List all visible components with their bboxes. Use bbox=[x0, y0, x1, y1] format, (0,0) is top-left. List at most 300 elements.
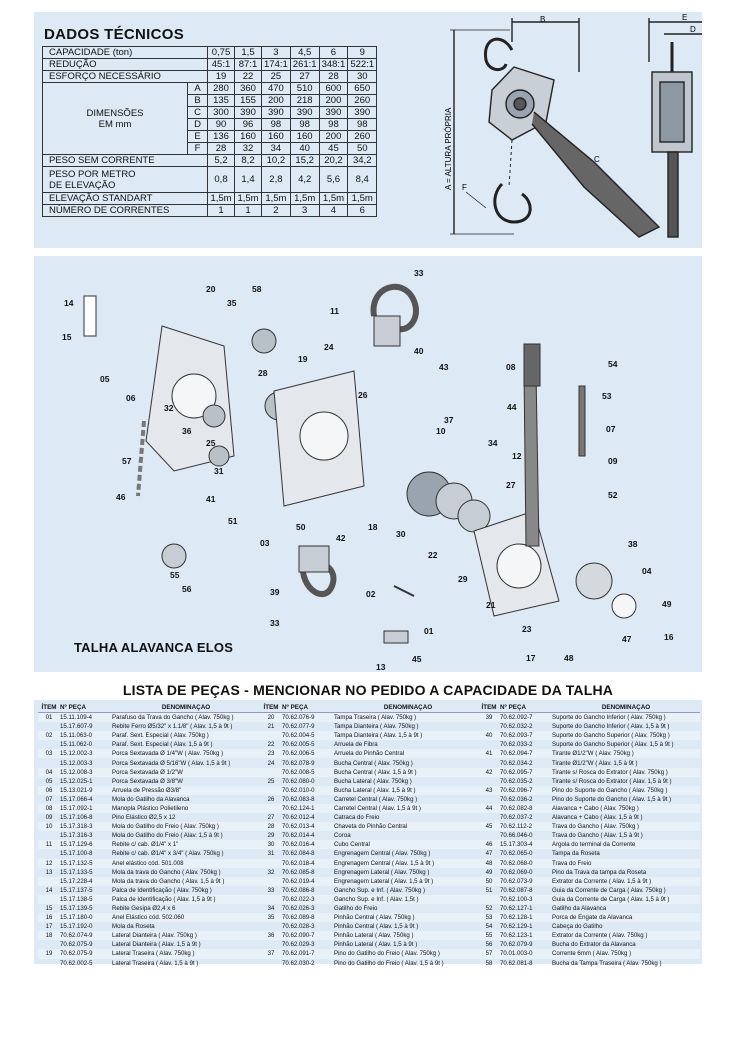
spec-value: 1 bbox=[208, 205, 235, 217]
callout-number: 51 bbox=[228, 516, 238, 526]
callout-number: 46 bbox=[116, 492, 126, 502]
part-name: Porca Sextavada Ø 1/4"W ( Alav. 750kg ) bbox=[112, 750, 224, 758]
callout-number: 52 bbox=[608, 490, 618, 500]
parts-row bbox=[478, 804, 700, 813]
spec-value: 1,5m bbox=[235, 193, 262, 205]
spec-value: 260 bbox=[348, 95, 377, 107]
spec-value: 3 bbox=[290, 205, 319, 217]
dimension-letter: C bbox=[188, 107, 208, 119]
spec-value: 32 bbox=[235, 143, 262, 155]
callout-number: 35 bbox=[227, 298, 237, 308]
part-item: 25 bbox=[267, 777, 275, 785]
part-item: 36 bbox=[267, 932, 275, 940]
part-code: 70.62.073-9 bbox=[500, 877, 533, 885]
part-name: Pinhão Lateral ( Alav. 750kg ) bbox=[334, 932, 414, 940]
header-name: DENOMINAÇÃO bbox=[601, 703, 651, 711]
part-name: Bucha Central ( Alav. 750kg ) bbox=[334, 759, 413, 767]
spec-value: 218 bbox=[290, 95, 319, 107]
parts-row bbox=[478, 758, 700, 767]
parts-row bbox=[260, 777, 482, 786]
part-name: Mola do Gatilho do Freio ( Alav. 750kg ) bbox=[112, 823, 219, 831]
header-code: Nº PEÇA bbox=[282, 703, 309, 711]
parts-row bbox=[260, 913, 482, 922]
part-name: Suporte do Gancho Superior ( Alav. 1,5 à 9t ) bbox=[552, 741, 674, 749]
spec-value: 1,5 bbox=[235, 47, 262, 59]
spec-row-dimension bbox=[43, 83, 377, 95]
spec-value: 1 bbox=[235, 205, 262, 217]
spec-value: 9 bbox=[348, 47, 377, 59]
part-code: 70.66.046-0 bbox=[500, 832, 533, 840]
spec-value: 50 bbox=[348, 143, 377, 155]
part-item: 07 bbox=[45, 795, 53, 803]
part-code: 70.62.087-8 bbox=[500, 886, 533, 894]
spec-label-chains: NÚMERO DE CORRENTES bbox=[43, 205, 208, 217]
dim-label-a: A = ALTURA PRÓPRIA bbox=[444, 107, 453, 190]
part-item: 54 bbox=[485, 923, 493, 931]
part-code: 70.62.078-9 bbox=[282, 759, 315, 767]
part-name: Pino do Gatilho do Freio ( Alav. 1,5 à 9t ) bbox=[334, 959, 444, 967]
header-code: Nº PEÇA bbox=[500, 703, 527, 711]
dim-label-b: B bbox=[540, 15, 546, 24]
part-name: Tirante s/ Rosca do Extrator ( Alav. 1,5 à 9t ) bbox=[552, 777, 672, 785]
part-code: 70.62.128-1 bbox=[500, 914, 533, 922]
parts-row bbox=[38, 731, 260, 740]
part-name: Mola do Gatilho da Alavanca bbox=[112, 795, 190, 803]
parts-row bbox=[38, 804, 260, 813]
parts-row bbox=[260, 868, 482, 877]
parts-row bbox=[260, 758, 482, 767]
spec-value: 300 bbox=[208, 107, 235, 119]
part-code: 15.17.607-9 bbox=[60, 723, 93, 731]
part-name: Carretel Central ( Alav. 750kg ) bbox=[334, 795, 418, 803]
part-item: 31 bbox=[267, 850, 275, 858]
part-name: Porca Sextavada Ø 3/8"W bbox=[112, 777, 183, 785]
spec-row-capacity bbox=[43, 47, 377, 59]
parts-row bbox=[260, 940, 482, 949]
part-name: Trava do Gancho ( Alav. 1,5 à 9t ) bbox=[552, 832, 643, 840]
dimension-letter: F bbox=[188, 143, 208, 155]
part-code: 15.11.062-0 bbox=[60, 741, 93, 749]
part-name: Coroa bbox=[334, 832, 351, 840]
spec-value: 98 bbox=[319, 119, 348, 131]
spec-value: 261:1 bbox=[290, 59, 319, 71]
callout-number: 31 bbox=[214, 466, 224, 476]
part-item: 13 bbox=[45, 868, 53, 876]
spec-value: 4 bbox=[319, 205, 348, 217]
part-code: 70.62.093-7 bbox=[500, 732, 533, 740]
spec-value: 1,4 bbox=[235, 167, 262, 193]
part-name: Cabeça do Gatilho bbox=[552, 923, 603, 931]
parts-row bbox=[38, 749, 260, 758]
part-item: 12 bbox=[45, 859, 53, 867]
parts-row bbox=[38, 849, 260, 858]
parts-row bbox=[260, 877, 482, 886]
parts-row bbox=[38, 904, 260, 913]
parts-row bbox=[260, 831, 482, 840]
parts-row bbox=[260, 859, 482, 868]
part-item: 06 bbox=[45, 786, 53, 794]
parts-row bbox=[478, 822, 700, 831]
part-name: Alavanca + Cabo ( Alav. 750kg ) bbox=[552, 804, 639, 812]
callout-number: 08 bbox=[506, 362, 516, 372]
part-item: 04 bbox=[45, 768, 53, 776]
callout-number: 50 bbox=[296, 522, 306, 532]
spec-value: 200 bbox=[262, 95, 291, 107]
parts-list-title: LISTA DE PEÇAS - MENCIONAR NO PEDIDO A CAPACIDADE DA TALHA bbox=[122, 682, 614, 698]
part-code: 15.12.003-3 bbox=[60, 759, 93, 767]
part-item: 52 bbox=[485, 905, 493, 913]
callout-number: 45 bbox=[412, 654, 422, 664]
part-code: 70.62.014-4 bbox=[282, 832, 315, 840]
part-item: 14 bbox=[45, 886, 53, 894]
parts-row bbox=[260, 886, 482, 895]
parts-header bbox=[38, 702, 260, 713]
part-name: Mola da trava do Gancho ( Alav. 1,5 à 9t ) bbox=[112, 877, 225, 885]
part-item: 40 bbox=[485, 732, 493, 740]
parts-row bbox=[260, 895, 482, 904]
callout-number: 10 bbox=[436, 426, 446, 436]
part-code: 70.62.035-2 bbox=[500, 777, 533, 785]
spec-value: 98 bbox=[262, 119, 291, 131]
part-name: Lateral Traseira ( Alav. 750kg ) bbox=[112, 950, 195, 958]
exploded-view-drawing bbox=[34, 256, 702, 672]
parts-row bbox=[478, 940, 700, 949]
part-code: 70.62.005-5 bbox=[282, 741, 315, 749]
part-name: Mola da trava do Gancho ( Alav. 750kg ) bbox=[112, 868, 221, 876]
part-name: Guia da Corrente de Carga ( Alav. 750kg ) bbox=[552, 886, 666, 894]
spec-label-capacity: CAPACIDADE (ton) bbox=[43, 47, 208, 59]
parts-row bbox=[478, 777, 700, 786]
callout-number: 33 bbox=[414, 268, 424, 278]
spec-value: 155 bbox=[235, 95, 262, 107]
parts-row bbox=[260, 840, 482, 849]
part-item: 33 bbox=[267, 886, 275, 894]
part-item: 32 bbox=[267, 868, 275, 876]
part-code: 15.11.109-4 bbox=[60, 714, 93, 722]
spec-value: 348:1 bbox=[319, 59, 348, 71]
spec-value: 98 bbox=[290, 119, 319, 131]
spec-value: 390 bbox=[319, 107, 348, 119]
parts-row bbox=[38, 822, 260, 831]
part-code: 70.62.074-9 bbox=[60, 932, 93, 940]
part-code: 15.17.228-4 bbox=[60, 877, 93, 885]
spec-value: 34 bbox=[262, 143, 291, 155]
spec-value: 0,8 bbox=[208, 167, 235, 193]
parts-row bbox=[38, 913, 260, 922]
spec-row-lift bbox=[43, 193, 377, 205]
parts-row bbox=[478, 786, 700, 795]
part-code: 15.11.063-0 bbox=[60, 732, 93, 740]
header-item: ÍTEM bbox=[263, 703, 279, 711]
spec-label-reduction: REDUÇÃO bbox=[43, 59, 208, 71]
part-name: Argola do terminal da Corrente bbox=[552, 841, 636, 849]
spec-value: 135 bbox=[208, 95, 235, 107]
parts-row bbox=[260, 822, 482, 831]
part-code: 70.62.096-7 bbox=[500, 786, 533, 794]
part-name: Tirante Ø1/2"W ( Alav. 1,5 à 9t ) bbox=[552, 759, 638, 767]
part-name: Porca Sextavada Ø 1/2"W bbox=[112, 768, 183, 776]
part-name: Porca Sextavada Ø 5/16"W ( Alav. 1,5 à 9t ) bbox=[112, 759, 231, 767]
part-item: 18 bbox=[45, 932, 53, 940]
part-code: 70.62.006-5 bbox=[282, 750, 315, 758]
spec-value: 4,2 bbox=[290, 167, 319, 193]
part-code: 15.17.316-3 bbox=[60, 832, 93, 840]
callout-number: 24 bbox=[324, 342, 334, 352]
part-item: 42 bbox=[485, 768, 493, 776]
part-code: 70.62.075-9 bbox=[60, 941, 93, 949]
part-code: 70.62.008-5 bbox=[282, 768, 315, 776]
spec-value: 260 bbox=[348, 131, 377, 143]
callout-number: 40 bbox=[414, 346, 424, 356]
part-item: 55 bbox=[485, 932, 493, 940]
spec-value: 6 bbox=[348, 205, 377, 217]
part-name: Arruela de Pressão Ø3/8" bbox=[112, 786, 182, 794]
part-code: 15.17.137-5 bbox=[60, 886, 93, 894]
part-code: 15.13.021-9 bbox=[60, 786, 93, 794]
spec-value: 160 bbox=[262, 131, 291, 143]
parts-row bbox=[478, 949, 700, 958]
part-name: Catraca do Freio bbox=[334, 814, 380, 822]
callout-number: 27 bbox=[506, 480, 516, 490]
spec-value: 390 bbox=[262, 107, 291, 119]
spec-value: 22 bbox=[235, 71, 262, 83]
part-code: 70.62.129-1 bbox=[500, 923, 533, 931]
part-code: 70.62.065-0 bbox=[500, 850, 533, 858]
part-name: Mola do Gatilho do Freio ( Alav. 1,5 à 9t ) bbox=[112, 832, 223, 840]
spec-value: 200 bbox=[319, 95, 348, 107]
spec-value: 27 bbox=[290, 71, 319, 83]
part-item: 56 bbox=[485, 941, 493, 949]
parts-row bbox=[38, 931, 260, 940]
part-code: 70.62.018-4 bbox=[282, 859, 315, 867]
part-code: 70.62.094-7 bbox=[500, 750, 533, 758]
spec-value: 40 bbox=[290, 143, 319, 155]
part-name: Gatilho da Alavanca bbox=[552, 905, 607, 913]
spec-value: 1,5m bbox=[262, 193, 291, 205]
callout-number: 09 bbox=[608, 456, 618, 466]
part-item: 47 bbox=[485, 850, 493, 858]
part-name: Pino Elástico Ø2,5 x 12 bbox=[112, 814, 176, 822]
part-name: Rebite Gesipa Ø2,4 x 6 bbox=[112, 905, 176, 913]
callout-number: 25 bbox=[206, 438, 216, 448]
part-code: 70.62.034-2 bbox=[500, 759, 533, 767]
spec-value: 10,2 bbox=[262, 155, 291, 167]
spec-row-weight-per-meter bbox=[43, 167, 377, 193]
part-code: 70.62.069-0 bbox=[500, 868, 533, 876]
part-item: 26 bbox=[267, 795, 275, 803]
parts-row bbox=[38, 831, 260, 840]
callout-number: 12 bbox=[512, 451, 522, 461]
part-name: Pino do Gatilho do Freio ( Alav. 750kg ) bbox=[334, 950, 440, 958]
callout-number: 44 bbox=[507, 402, 517, 412]
technical-data-table bbox=[42, 46, 377, 217]
part-code: 70.62.013-4 bbox=[282, 823, 315, 831]
spec-value: 87:1 bbox=[235, 59, 262, 71]
dim-label-c: C bbox=[594, 155, 600, 164]
header-name: DENOMINAÇÃO bbox=[383, 703, 433, 711]
spec-value: 5,6 bbox=[319, 167, 348, 193]
dim-label-e: E bbox=[682, 13, 688, 22]
parts-row bbox=[260, 722, 482, 731]
spec-value: 510 bbox=[290, 83, 319, 95]
part-name: Lateral Traseira ( Alav. 1,5 à 9t ) bbox=[112, 959, 199, 967]
part-item: 17 bbox=[45, 923, 53, 931]
parts-row bbox=[478, 913, 700, 922]
part-item: 22 bbox=[267, 741, 275, 749]
part-name: Mola da Roseta bbox=[112, 923, 155, 931]
part-name: Suporte do Gancho Inferior ( Alav. 750kg ) bbox=[552, 714, 666, 722]
parts-row bbox=[38, 922, 260, 931]
part-code: 70.62.002-5 bbox=[60, 959, 93, 967]
part-name: Engrenagem Central ( Alav. 750kg ) bbox=[334, 850, 431, 858]
spec-value: 2,8 bbox=[262, 167, 291, 193]
part-item: 28 bbox=[267, 823, 275, 831]
parts-row bbox=[478, 904, 700, 913]
spec-label-dimensions: DIMENSÕES EM mm bbox=[43, 83, 188, 155]
callout-number: 02 bbox=[366, 589, 376, 599]
spec-value: 20,2 bbox=[319, 155, 348, 167]
spec-row-effort bbox=[43, 71, 377, 83]
part-name: Suporte do Gancho Inferior ( Alav. 1,5 à 9t ) bbox=[552, 723, 670, 731]
spec-value: 15,2 bbox=[290, 155, 319, 167]
part-code: 70.01.003-0 bbox=[500, 950, 533, 958]
spec-value: 8,2 bbox=[235, 155, 262, 167]
part-item: 41 bbox=[485, 750, 493, 758]
parts-row bbox=[478, 749, 700, 758]
parts-row bbox=[260, 804, 482, 813]
spec-value: 34,2 bbox=[348, 155, 377, 167]
dimension-letter: D bbox=[188, 119, 208, 131]
parts-row bbox=[38, 949, 260, 958]
part-name: Extrator da Corrente ( Alav. 750kg ) bbox=[552, 932, 648, 940]
part-item: 29 bbox=[267, 832, 275, 840]
callout-number: 47 bbox=[622, 634, 632, 644]
dimension-letter: B bbox=[188, 95, 208, 107]
part-item: 43 bbox=[485, 786, 493, 794]
part-name: Parafuso da Trava do Gancho ( Alav. 750kg ) bbox=[112, 714, 234, 722]
callout-number: 11 bbox=[330, 306, 339, 316]
parts-row bbox=[38, 786, 260, 795]
part-item: 23 bbox=[267, 750, 275, 758]
part-name: Corrente 6mm ( Alav. 750kg ) bbox=[552, 950, 632, 958]
parts-row bbox=[260, 786, 482, 795]
part-code: 70.62.036-2 bbox=[500, 795, 533, 803]
parts-row bbox=[478, 722, 700, 731]
spec-value: 28 bbox=[208, 143, 235, 155]
parts-row bbox=[38, 722, 260, 731]
header-item: ÍTEM bbox=[41, 703, 57, 711]
part-code: 70.62.029-3 bbox=[282, 941, 315, 949]
spec-value: 200 bbox=[319, 131, 348, 143]
part-name: Bucha do Extrator da Alavanca bbox=[552, 941, 636, 949]
parts-list-panel bbox=[34, 700, 702, 967]
spec-value: 390 bbox=[348, 107, 377, 119]
parts-column-1 bbox=[38, 702, 260, 968]
part-name: Gancho Sup. e Inf. ( Alav. 750kg ) bbox=[334, 886, 426, 894]
spec-value: 470 bbox=[262, 83, 291, 95]
parts-row bbox=[478, 922, 700, 931]
part-item: 03 bbox=[45, 750, 53, 758]
spec-value: 600 bbox=[319, 83, 348, 95]
part-item: 05 bbox=[45, 777, 53, 785]
callout-number: 39 bbox=[270, 587, 280, 597]
part-name: Bucha da Tampa Traseira ( Alav. 750kg ) bbox=[552, 959, 662, 967]
parts-row bbox=[260, 731, 482, 740]
part-code: 70.62.081-8 bbox=[500, 959, 533, 967]
part-code: 70.62.083-8 bbox=[282, 795, 315, 803]
callout-number: 30 bbox=[396, 529, 406, 539]
parts-row bbox=[38, 868, 260, 877]
parts-row bbox=[478, 740, 700, 749]
callout-number: 13 bbox=[376, 662, 386, 672]
header-item: ÍTEM bbox=[481, 703, 497, 711]
callout-number: 53 bbox=[602, 391, 612, 401]
parts-row bbox=[260, 959, 482, 968]
part-code: 70.62.085-8 bbox=[282, 868, 315, 876]
part-name: Carretel Central ( Alav. 1,5 à 9t ) bbox=[334, 804, 421, 812]
part-name: Rebite Ferro Ø5/32" x 1.1/8" ( Alav. 1,5 à 9t ) bbox=[112, 723, 233, 731]
part-name: Tirante Ø1/2"W ( Alav. 750kg ) bbox=[552, 750, 634, 758]
part-name: Suporte do Gancho Superior ( Alav. 750kg ) bbox=[552, 732, 670, 740]
part-code: 15.17.129-6 bbox=[60, 841, 93, 849]
dimension-letter: E bbox=[188, 131, 208, 143]
dim-label-f: F bbox=[462, 183, 467, 192]
part-name: Tampa Traseira ( Alav. 750kg ) bbox=[334, 714, 417, 722]
parts-row bbox=[38, 886, 260, 895]
callout-number: 01 bbox=[424, 626, 434, 636]
part-name: Paraf. Sext. Especial ( Alav. 1,5 à 9t ) bbox=[112, 741, 213, 749]
part-item: 10 bbox=[45, 823, 53, 831]
callout-number: 19 bbox=[298, 354, 308, 364]
part-item: 51 bbox=[485, 886, 493, 894]
callout-number: 04 bbox=[642, 566, 652, 576]
dim-label-d: D bbox=[690, 25, 696, 34]
parts-row bbox=[478, 731, 700, 740]
spec-value: 19 bbox=[208, 71, 235, 83]
parts-row bbox=[260, 904, 482, 913]
parts-row bbox=[478, 877, 700, 886]
callout-number: 14 bbox=[64, 298, 74, 308]
part-code: 70.62.100-3 bbox=[500, 895, 533, 903]
part-name: Pino do Suporte do Gancho ( Alav. 1,5 à 9t ) bbox=[552, 795, 672, 803]
parts-row bbox=[38, 940, 260, 949]
part-name: Engrenagem Lateral ( Alav. 1,5 à 9t ) bbox=[334, 877, 434, 885]
part-code: 70.62.037-2 bbox=[500, 814, 533, 822]
callout-number: 56 bbox=[182, 584, 192, 594]
part-name: Arruela de Fibra bbox=[334, 741, 378, 749]
parts-row bbox=[478, 713, 700, 722]
part-item: 53 bbox=[485, 914, 493, 922]
part-item: 45 bbox=[485, 823, 493, 831]
model-name: TALHA ALAVANCA ELOS bbox=[74, 640, 234, 655]
spec-label-weight: PESO SEM CORRENTE bbox=[43, 155, 208, 167]
callout-number: 23 bbox=[522, 624, 532, 634]
part-code: 70.62.082-8 bbox=[500, 804, 533, 812]
callout-number: 17 bbox=[526, 653, 536, 663]
part-name: Anel Elástico cód. 502.060 bbox=[112, 914, 185, 922]
part-name: Palca de Identificação ( Alav. 750kg ) bbox=[112, 886, 212, 894]
part-code: 70.62.124-1 bbox=[282, 804, 315, 812]
part-name: Paraf. Sext. Especial ( Alav. 750kg ) bbox=[112, 732, 209, 740]
part-item: 21 bbox=[267, 723, 275, 731]
part-item: 20 bbox=[267, 714, 275, 722]
spec-value: 1,5m bbox=[348, 193, 377, 205]
parts-row bbox=[38, 795, 260, 804]
part-code: 70.62.086-8 bbox=[282, 886, 315, 894]
parts-header bbox=[478, 702, 700, 713]
spec-value: 30 bbox=[348, 71, 377, 83]
callout-number: 03 bbox=[260, 538, 270, 548]
